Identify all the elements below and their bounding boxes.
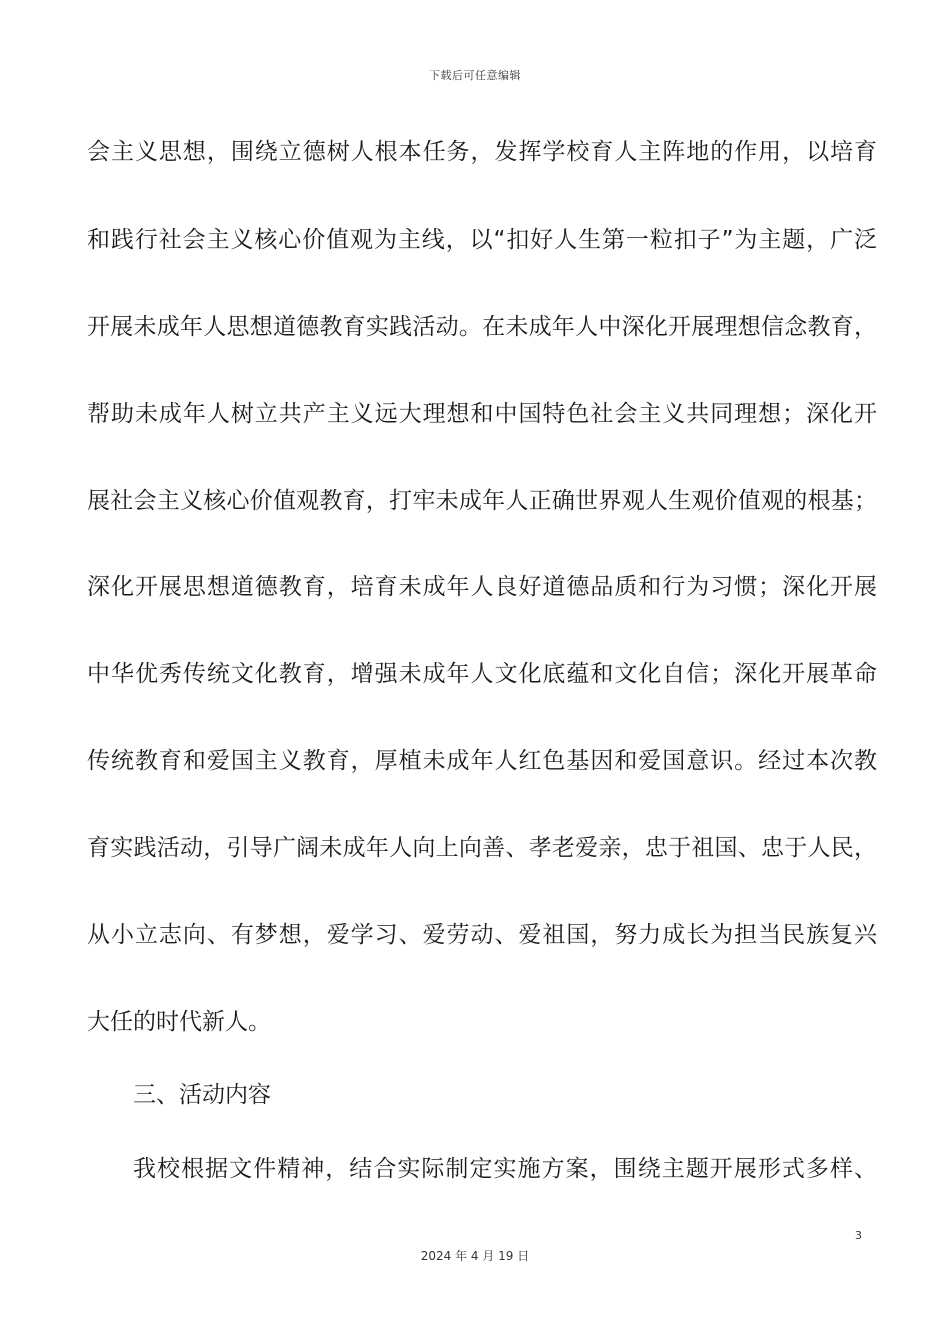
body-line-3: 开展未成年人思想道德教育实践活动。在未成年人中深化开展理想信念教育， — [87, 314, 877, 340]
body-line-1: 会主义思想，围绕立德树人根本任务，发挥学校育人主阵地的作用，以培育 — [87, 139, 877, 165]
body-line-7: 中华优秀传统文化教育，增强未成年人文化底蕴和文化自信；深化开展革命 — [87, 661, 877, 687]
page-number: 3 — [855, 1229, 862, 1242]
body-line-2: 和践行社会主义核心价值观为主线，以“扣好人生第一粒扣子”为主题，广泛 — [87, 227, 877, 253]
body-line-11: 大任的时代新人。 — [87, 1009, 271, 1035]
section-heading: 三、活动内容 — [133, 1082, 271, 1108]
footer-date: 2024 年 4 月 19 日 — [420, 1249, 530, 1263]
paragraph-start: 我校根据文件精神，结合实际制定实施方案，围绕主题开展形式多样、 — [133, 1156, 877, 1182]
body-line-10: 从小立志向、有梦想，爱学习、爱劳动、爱祖国，努力成长为担当民族复兴 — [87, 922, 877, 948]
body-line-4: 帮助未成年人树立共产主义远大理想和中国特色社会主义共同理想；深化开 — [87, 401, 877, 427]
body-line-8: 传统教育和爱国主义教育，厚植未成年人红色基因和爱国意识。经过本次教 — [87, 748, 877, 774]
header-note: 下载后可任意编辑 — [429, 69, 521, 82]
body-line-9: 育实践活动，引导广阔未成年人向上向善、孝老爱亲，忠于祖国、忠于人民， — [87, 835, 877, 861]
body-line-6: 深化开展思想道德教育，培育未成年人良好道德品质和行为习惯；深化开展 — [87, 574, 877, 600]
body-line-5: 展社会主义核心价值观教育，打牢未成年人正确世界观人生观价值观的根基； — [87, 488, 877, 514]
